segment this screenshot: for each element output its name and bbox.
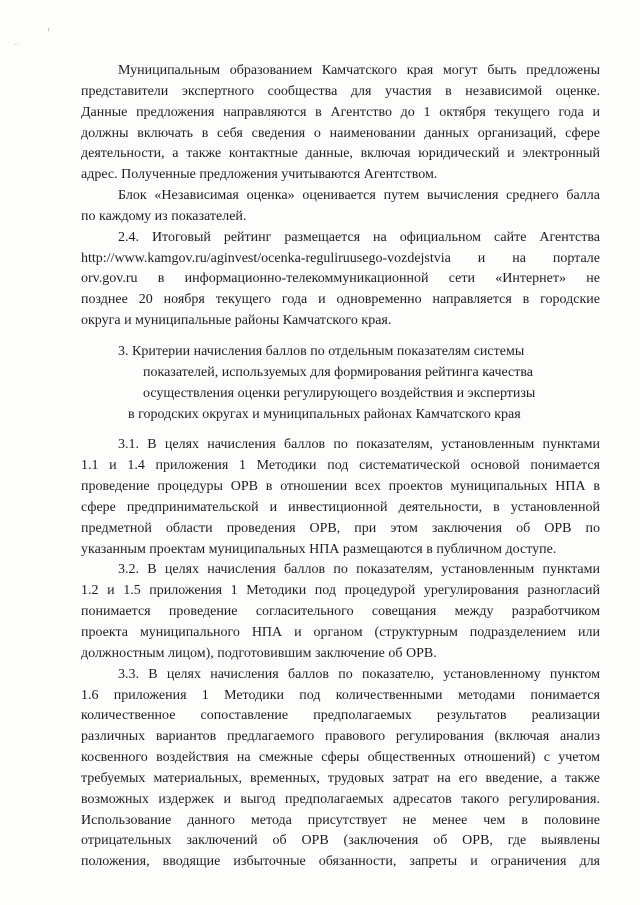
body-text-line: косвенного воздействия на смежные сферы общественных отношений) с учетом [81,750,600,765]
body-text-line: по каждому из показателей. [81,209,247,224]
body-text-line: Блок «Независимая оценка» оценивается путем вычисления среднего балла [118,188,600,203]
body-text-line: возможных издержек и выгод предполагаемых адресатов такого регулирования. [81,792,600,807]
body-text-line: 3.2. В целях начисления баллов по показателям, установленным пунктами [118,562,600,577]
scan-mark: ⸯ [46,30,52,40]
body-text-line: проведение процедуры ОРВ в отношении всех проектов муниципальных НПА в [81,479,600,494]
body-text-line: адрес. Полученные предложения учитываются Агентством. [81,167,438,182]
body-text-line: округа и муниципальные районы Камчатского края. [81,313,392,328]
body-text-line: 1.2 и 1.5 приложения 1 Методики под процедурой урегулирования разногласий [81,583,600,598]
scan-mark: ·· [14,41,19,49]
body-text-line: деятельности, а также контактные данные, включая юридический и электронный [81,146,600,161]
body-text-line: http://www.kamgov.ru/aginvest/ocenka-reguliruusego-vozdejstvia и на портале [81,251,600,266]
body-text-line: 3.3. В целях начисления баллов по показателю, установленному пунктом [118,667,600,682]
section-heading: показателей, используемых для формирования рейтинга качества [143,365,534,380]
body-text-line: предметной области проведения ОРВ, при этом заключения об ОРВ по [81,521,600,536]
body-text-line: Использование данного метода присутствует не менее чем в половине [81,813,600,828]
body-text-line: проекта муниципального НПА и органом (структурным подразделением или [81,625,600,640]
body-text-line: понимается проведение согласительного совещания между разработчиком [81,604,600,619]
body-text-line: требуемых материальных, временных, трудовых затрат на его введение, а также [81,771,600,786]
body-text-line: 1.6 приложения 1 Методики под количественными методами понимается [81,688,600,703]
body-text-line: должностным лицом), подготовившим заключение об ОРВ. [81,646,437,661]
body-text-line: 2.4. Итоговый рейтинг размещается на официальном сайте Агентства [118,230,600,245]
body-text-line: должны включать в себя сведения о наименовании данных организаций, сфере [81,126,600,141]
body-text-line: отрицательных заключений об ОРВ (заключения об ОРВ, где выявлены [81,833,600,848]
section-heading: в городских округах и муниципальных районах Камчатского края [128,407,521,422]
body-text-line: сфере предпринимательской и инвестиционной деятельности, в установленной [81,500,600,515]
body-text-line: указанным проектам муниципальных НПА размещаются в публичном доступе. [81,542,557,557]
body-text-line: количественное сопоставление предполагаемых результатов реализации [81,708,600,723]
section-heading: 3. Критерии начисления баллов по отдельным показателям системы [118,344,525,359]
body-text-line: представители экспертного сообщества для участия в независимой оценке. [81,84,600,99]
body-text-line: различных вариантов предлагаемого правового регулирования (включая анализ [81,729,600,744]
body-text-line: Муниципальным образованием Камчатского края могут быть предложены [118,63,600,78]
body-text-line: orv.gov.ru в информационно-телекоммуникационной сети «Интернет» не [81,271,600,286]
body-text-line: 3.1. В целях начисления баллов по показателям, установленным пунктами [118,437,600,452]
body-text-line: 1.1 и 1.4 приложения 1 Методики под систематической основой понимается [81,458,600,473]
body-text-line: позднее 20 ноября текущего года и одновременно направляется в городские [81,292,600,307]
body-text-line: Данные предложения направляются в Агентство до 1 октября текущего года и [81,105,600,120]
body-text-line: положения, вводящие избыточные обязанности, запреты и ограничения для [81,854,600,869]
section-heading: осуществления оценки регулирующего воздействия и экспертизы [143,386,536,401]
